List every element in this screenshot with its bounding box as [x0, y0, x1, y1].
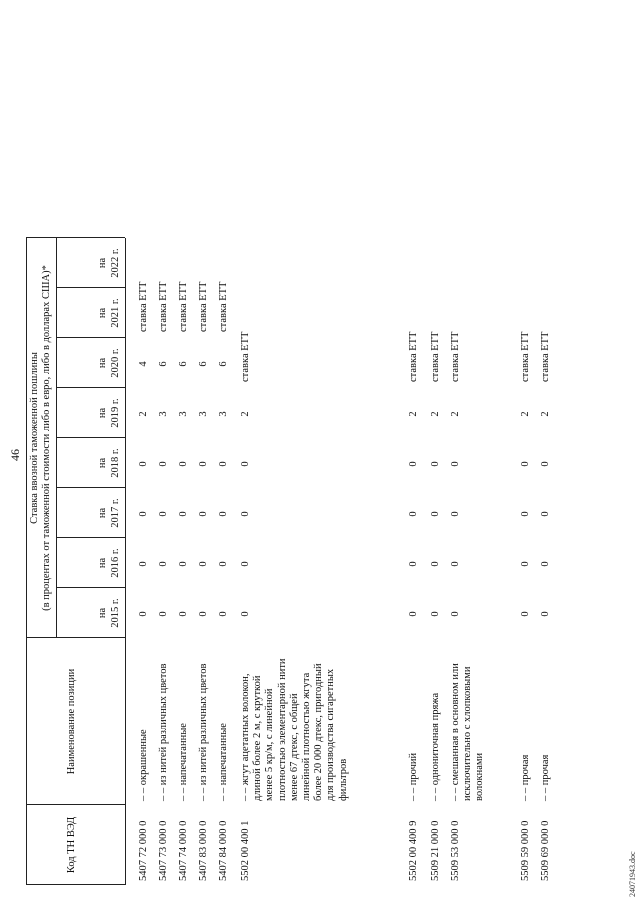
- year-header-pre: на: [97, 357, 108, 369]
- table-row-rate: 2: [138, 411, 149, 417]
- table-row-code: 5509 21 000 0: [430, 820, 441, 881]
- table-row-code: 5407 73 000 0: [158, 820, 169, 881]
- table-row-rate: 0: [520, 611, 531, 617]
- table-row-rate: 0: [240, 561, 251, 567]
- table-row-rate-ett: ставка ЕТТ: [158, 281, 169, 332]
- table-row-rate: 0: [158, 561, 169, 567]
- table-row-rate: 0: [430, 511, 441, 517]
- year-header-8: 2022 г.: [110, 248, 121, 278]
- table-row-name: – – жгут ацетатных волокон, длиной более 2 м, с круткой менее 5 кр/м, с линейной плотностью элементарной нити менее 67 дтекс, с общей линейной плотностью жгута более 20 000 дтекс, пригодный для производства сигаретных фильтров: [240, 658, 349, 801]
- table-row-rate: 6: [198, 361, 209, 367]
- table-row-rate: 0: [218, 461, 229, 467]
- year-header-pre: на: [97, 507, 108, 519]
- table-row-rate: 0: [198, 611, 209, 617]
- page-number: 46: [8, 449, 22, 461]
- table-row-name: – – окрашенные: [138, 729, 149, 801]
- table-row-rate: 0: [540, 461, 551, 467]
- table-row-rate: 0: [408, 561, 419, 567]
- table-row-rate-ett: ставка ЕТТ: [430, 331, 441, 382]
- table-row-rate: 0: [520, 511, 531, 517]
- rate-subtitle: (в процентах от таможенной стоимости либо в евро, либо в долларах США)*: [41, 265, 52, 611]
- table-row-rate: 0: [158, 611, 169, 617]
- table-row-rate-ett: ставка ЕТТ: [198, 281, 209, 332]
- table-row-rate: 0: [198, 511, 209, 517]
- table-row-rate: 0: [430, 561, 441, 567]
- table-row-rate: 0: [430, 611, 441, 617]
- table-row-rate: 3: [178, 411, 189, 417]
- table-row-code: 5502 00 400 1: [240, 820, 251, 881]
- table-row-rate: 0: [408, 461, 419, 467]
- year-header-5: 2019 г.: [110, 398, 121, 428]
- table-row-rate: 0: [178, 511, 189, 517]
- table-row-name: – – из нитей различных цветов: [158, 663, 169, 801]
- table-row-rate: 0: [540, 611, 551, 617]
- table-row-code: 5407 84 000 0: [218, 820, 229, 881]
- table-row-rate: 0: [178, 561, 189, 567]
- year-header-pre: на: [97, 457, 108, 469]
- table-row-rate: 3: [158, 411, 169, 417]
- table-row-code: 5509 69 000 0: [540, 820, 551, 881]
- table-row-rate: 2: [430, 411, 441, 417]
- table-row-rate: 0: [450, 561, 461, 567]
- table-row-name: – – смешанная в основном или исключительно с хлопковыми волокнами: [450, 663, 486, 801]
- table-row-rate: 6: [178, 361, 189, 367]
- table-row-rate: 0: [240, 511, 251, 517]
- year-header-3: 2017 г.: [110, 498, 121, 528]
- table-row-rate-ett: ставка ЕТТ: [540, 331, 551, 382]
- footer-filename: 24071943.doc: [628, 851, 637, 897]
- table-row-rate: 3: [198, 411, 209, 417]
- table-row-code: 5407 72 000 0: [138, 820, 149, 881]
- table-row-rate: 0: [540, 511, 551, 517]
- year-header-2: 2016 г.: [110, 548, 121, 578]
- table-row-rate: 6: [218, 361, 229, 367]
- table-row-rate: 0: [520, 561, 531, 567]
- table-row-name: – – напечатанные: [178, 723, 189, 801]
- year-header-4: 2018 г.: [110, 448, 121, 478]
- table-row-name: – – однониточная пряжа: [430, 692, 441, 801]
- table-row-rate: 0: [450, 461, 461, 467]
- table-row-rate: 0: [240, 611, 251, 617]
- table-row-rate: 0: [158, 461, 169, 467]
- table-row-rate: 0: [198, 561, 209, 567]
- year-header-pre: на: [97, 607, 108, 619]
- table-row-rate-ett: ставка ЕТТ: [240, 331, 251, 382]
- table-row-rate: 2: [408, 411, 419, 417]
- year-header-pre: на: [97, 257, 108, 269]
- table-row-rate: 2: [240, 411, 251, 417]
- table-row-rate: 6: [158, 361, 169, 367]
- table-row-rate: 0: [218, 511, 229, 517]
- table-row-rate: 0: [198, 461, 209, 467]
- year-header-1: 2015 г.: [110, 598, 121, 628]
- table-row-rate-ett: ставка ЕТТ: [218, 281, 229, 332]
- table-row-name: – – прочая: [520, 754, 531, 801]
- table-row-rate: 0: [450, 511, 461, 517]
- table-row-code: 5407 74 000 0: [178, 820, 189, 881]
- table-row-rate: 0: [430, 461, 441, 467]
- table-row-rate-ett: ставка ЕТТ: [520, 331, 531, 382]
- year-header-pre: на: [97, 557, 108, 569]
- table-top-rule: [26, 238, 27, 885]
- table-row-rate: 0: [408, 611, 419, 617]
- table-row-rate: 0: [240, 461, 251, 467]
- table-row-name: – – напечатанные: [218, 723, 229, 801]
- table-row-rate: 0: [178, 611, 189, 617]
- table-row-rate: 0: [138, 611, 149, 617]
- table-row-rate: 0: [178, 461, 189, 467]
- table-row-code: 5509 59 000 0: [520, 820, 531, 881]
- table-row-rate-ett: ставка ЕТТ: [408, 331, 419, 382]
- table-row-rate: 0: [158, 511, 169, 517]
- table-row-rate-ett: ставка ЕТТ: [138, 281, 149, 332]
- table-row-rate: 0: [138, 511, 149, 517]
- year-header-7: 2021 г.: [110, 298, 121, 328]
- table-row-rate: 2: [540, 411, 551, 417]
- table-row-rate: 0: [138, 461, 149, 467]
- table-row-rate: 0: [540, 561, 551, 567]
- header-bottom-rule: [125, 238, 126, 885]
- table-row-rate: 2: [450, 411, 461, 417]
- table-row-rate: 0: [218, 611, 229, 617]
- table-row-code: 5407 83 000 0: [198, 820, 209, 881]
- name-column-header: Наименование позиции: [66, 668, 77, 775]
- table-row-code: 5509 53 000 0: [450, 820, 461, 881]
- table-row-rate: 3: [218, 411, 229, 417]
- table-row-rate: 0: [218, 561, 229, 567]
- table-row-rate: 0: [408, 511, 419, 517]
- table-row-rate: 0: [138, 561, 149, 567]
- year-header-pre: на: [97, 307, 108, 319]
- table-row-rate: 2: [520, 411, 531, 417]
- year-header-pre: на: [97, 407, 108, 419]
- code-column-header: Код ТН ВЭД: [66, 816, 77, 874]
- table-row-name: – – прочий: [408, 752, 419, 801]
- rate-header-rule: [56, 238, 57, 638]
- table-row-name: – – из нитей различных цветов: [198, 663, 209, 801]
- year-header-6: 2020 г.: [110, 348, 121, 378]
- table-row-code: 5502 00 400 9: [408, 820, 419, 881]
- table-row-rate: 4: [138, 361, 149, 367]
- table-row-name: – – прочая: [540, 754, 551, 801]
- table-row-rate-ett: ставка ЕТТ: [450, 331, 461, 382]
- table-row-rate: 0: [520, 461, 531, 467]
- table-row-rate: 0: [450, 611, 461, 617]
- table-row-rate-ett: ставка ЕТТ: [178, 281, 189, 332]
- rate-title: Ставка ввозной таможенной пошлины: [29, 352, 40, 524]
